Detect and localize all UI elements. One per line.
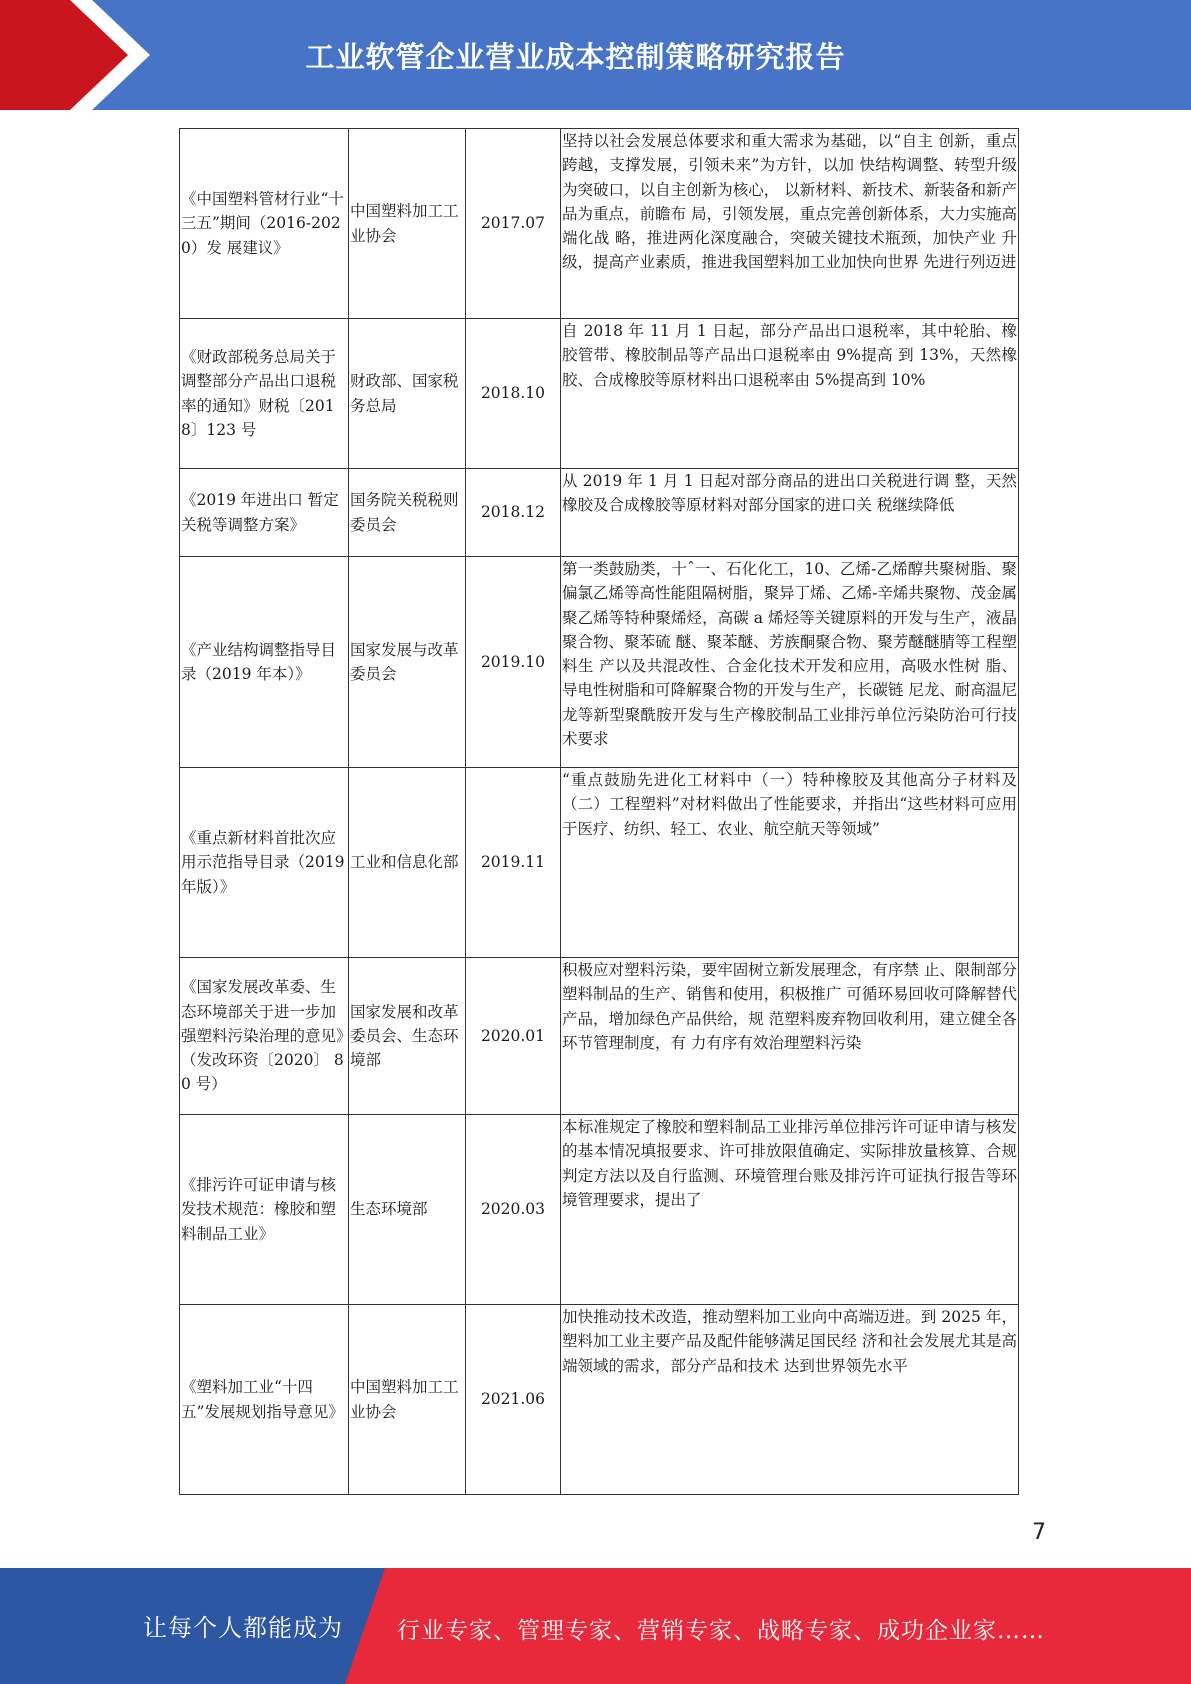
report-title-container [240, 0, 1191, 110]
policy-name-cell: 《排污许可证申请与核发技术规范：橡胶和塑料制品工业》 [180, 1115, 349, 1305]
policy-name-cell: 《国家发展改革委、生态环境部关于进一步加强塑料污染治理的意见》（发改环资〔2020〕 80 号） [180, 958, 349, 1115]
issuing-org-cell: 中国塑料加工工业协会 [349, 129, 466, 319]
policy-content-cell: 积极应对塑料污染，要牢固树立新发展理念，有序禁 止、限制部分塑料制品的生产、销售和使用，积极推广 可循环易回收可降解替代产品，增加绿色产品供给，规 范塑料废弃物回收利用，建立健全各环节管理制度，有 力有序有效治理塑料污染 [561, 958, 1019, 1115]
table-row [180, 1305, 1019, 1495]
table-row [180, 557, 1019, 768]
policy-content-cell: 加快推动技术改造，推动塑料加工业向中高端迈进。到 2025 年，塑料加工业主要产品及配件能够满足国民经 济和社会发展尤其是高端领域的需求，部分产品和技术 达到世界领先水平 [561, 1305, 1019, 1495]
policy-content-cell: 坚持以社会发展总体要求和重大需求为基础，以“自主 创新，重点跨越，支撑发展，引领未来”为方针，以加 快结构调整、转型升级为突破口，以自主创新为核心， 以新材料、新技术、新装备和新产品为重点，前瞻布 局，引领发展，重点完善创新体系，大力实施高端化战 略，推进两化深度融合，突破关键技术瓶颈，加快产业 升级，提高产业素质，推进我国塑料加工业加快向世界 先进行列迈进 [561, 129, 1019, 319]
footer-slogan-right: 行业专家、管理专家、营销专家、战略专家、成功企业家…… [397, 1618, 1045, 1644]
page-header [0, 0, 1191, 110]
table-row [180, 129, 1019, 319]
issuing-org-cell: 国家发展和改革委员会、生态环境部 [349, 958, 466, 1115]
table-row [180, 1115, 1019, 1305]
policy-content-cell: “重点鼓励先进化工材料中（一）特种橡胶及其他高分子材料及（二）工程塑料”对材料做出了性能要求，并指出“这些材料可应用于医疗、纺织、轻工、农业、航空航天等领域” [561, 768, 1019, 958]
issue-date-cell: 2019.10 [466, 557, 561, 768]
footer-slogan-left: 让每个人都能成为 [143, 1614, 343, 1642]
table-row [180, 469, 1019, 557]
issue-date-cell: 2021.06 [466, 1305, 561, 1495]
issue-date-cell: 2018.12 [466, 469, 561, 557]
policy-name-cell: 《中国塑料管材行业“十三五”期间（2016-2020）发 展建议》 [180, 129, 349, 319]
issuing-org-cell: 工业和信息化部 [349, 768, 466, 958]
policy-name-cell: 《2019 年进出口 暂定关税等调整方案》 [180, 469, 349, 557]
policy-name-cell: 《财政部税务总局关于调整部分产品出口退税率的通知》财税〔2018〕123 号 [180, 319, 349, 469]
issue-date-cell: 2020.01 [466, 958, 561, 1115]
page-number: 7 [1032, 1520, 1046, 1545]
policy-name-cell: 《塑料加工业“十四五”发展规划指导意见》 [180, 1305, 349, 1495]
report-title: 工业软管企业营业成本控制策略研究报告 [305, 39, 846, 74]
table-row [180, 768, 1019, 958]
issue-date-cell: 2018.10 [466, 319, 561, 469]
policy-name-cell: 《产业结构调整指导目录（2019 年本）》 [180, 557, 349, 768]
issuing-org-cell: 国务院关税税则委员会 [349, 469, 466, 557]
policy-table-body [180, 129, 1019, 1495]
issuing-org-cell: 中国塑料加工工业协会 [349, 1305, 466, 1495]
issuing-org-cell: 生态环境部 [349, 1115, 466, 1305]
table-row [180, 958, 1019, 1115]
issuing-org-cell: 财政部、国家税务总局 [349, 319, 466, 469]
issue-date-cell: 2020.03 [466, 1115, 561, 1305]
policy-content-cell: 第一类鼓励类，十ˆ一、石化化工，10、乙烯-乙烯醇共聚树脂、聚偏氯乙烯等高性能阻隔树脂，聚异丁烯、乙烯-辛烯共聚物、茂金属聚乙烯等特种聚烯烃，高碳 a 烯烃等关键原料的开发与生产，液晶聚合物、聚苯硫 醚、聚苯醚、芳族酮聚合物、聚芳醚醚腈等工程塑料生 产以及共混改性、合金化技术开发和应用，高吸水性树 脂、导电性树脂和可降解聚合物的开发与生产，长碳链 尼龙、耐高温尼龙等新型聚酰胺开发与生产橡胶制品工业排污单位污染防治可行技术要求 [561, 557, 1019, 768]
policy-content-cell: 自 2018 年 11 月 1 日起，部分产品出口退税率，其中轮胎、橡胶管带、橡胶制品等产品出口退税率由 9%提高 到 13%，天然橡胶、合成橡胶等原材料出口退税率由 5%提高到 10% [561, 319, 1019, 469]
issue-date-cell: 2019.11 [466, 768, 561, 958]
policy-name-cell: 《重点新材料首批次应用示范指导目录（2019 年版）》 [180, 768, 349, 958]
policy-content-cell: 本标准规定了橡胶和塑料制品工业排污单位排污许可证申请与核发的基本情况填报要求、许可排放限值确定、实际排放量核算、合规判定方法以及自行监测、环境管理台账及排污许可证执行报告等环境管理要求，提出了 [561, 1115, 1019, 1305]
policy-content-cell: 从 2019 年 1 月 1 日起对部分商品的进出口关税进行调 整，天然橡胶及合成橡胶等原材料对部分国家的进口关 税继续降低 [561, 469, 1019, 557]
issuing-org-cell: 国家发展与改革委员会 [349, 557, 466, 768]
table-row [180, 319, 1019, 469]
header-arrow-decoration [0, 0, 150, 110]
issue-date-cell: 2017.07 [466, 129, 561, 319]
policy-table [179, 128, 1019, 1495]
